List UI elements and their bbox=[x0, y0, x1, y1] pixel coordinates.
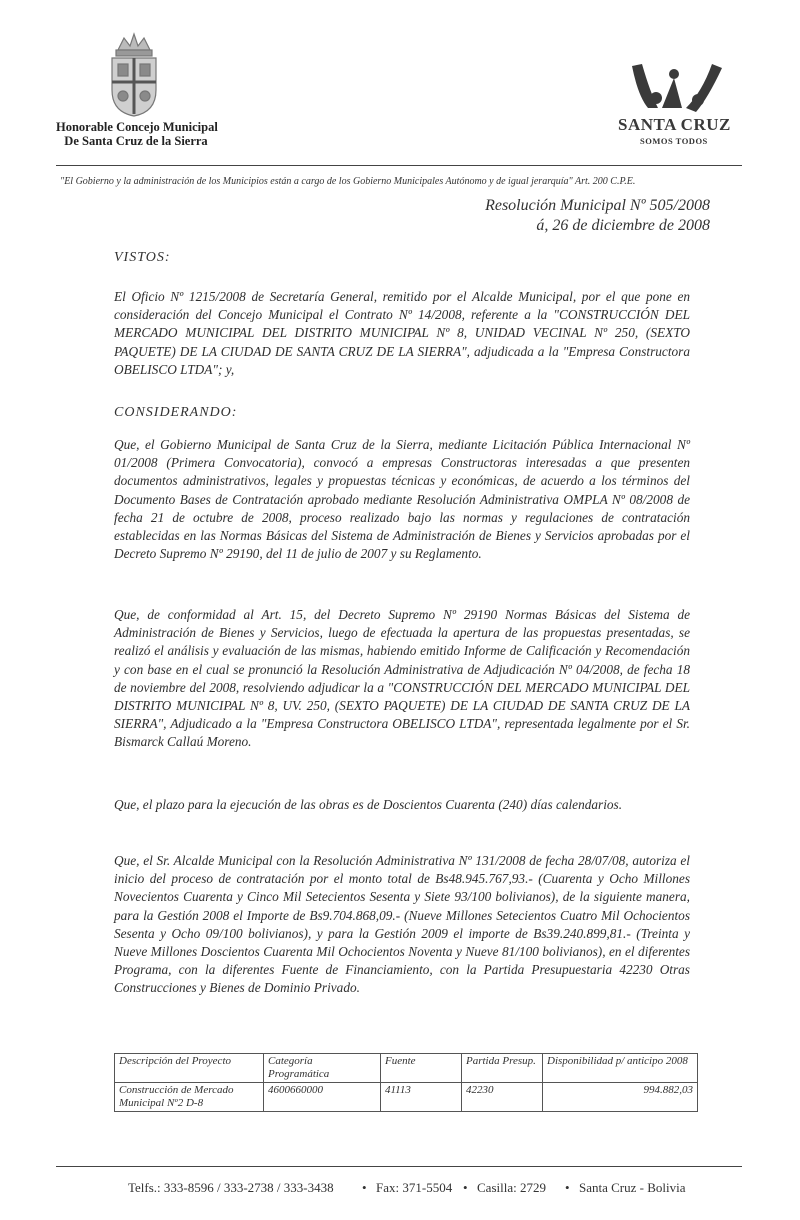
resolution-date: á, 26 de diciembre de 2008 bbox=[536, 217, 710, 234]
section-heading-considerando: CONSIDERANDO: bbox=[114, 405, 238, 420]
table-header-cell: Descripción del Proyecto bbox=[115, 1054, 264, 1083]
table-cell: Construcción de Mercado Municipal Nº2 D-8 bbox=[115, 1083, 264, 1112]
header-divider bbox=[56, 165, 742, 166]
footer-divider bbox=[56, 1166, 742, 1167]
table-header-cell: Categoría Programática bbox=[264, 1054, 381, 1083]
footer-phones: Telfs.: 333-8596 / 333-2738 / 333-3438 bbox=[128, 1180, 334, 1195]
footer-city: Santa Cruz - Bolivia bbox=[579, 1180, 686, 1195]
table-header-cell: Disponibilidad p/ anticipo 2008 bbox=[543, 1054, 698, 1083]
council-name-line1: Honorable Concejo Municipal bbox=[56, 120, 218, 134]
table-header-cell: Partida Presup. bbox=[462, 1054, 543, 1083]
paragraph-vistos: El Oficio Nº 1215/2008 de Secretaría General, remitido por el Alcalde Municipal, por el que pone en consideración del Concejo Municipal el Contrato Nº 14/2008, referente a la "CONSTRUCCIÓN DEL MERCADO MUNICIPAL DEL DISTRITO MUNICIPAL Nº 8, UNIDAD VECINAL Nº 250, (SEXTO PAQUETE) DE LA CIUDAD DE SANTA CRUZ DE LA SIERRA", adjudicada a la "Empresa Constructora OBELISCO LTDA"; y, bbox=[114, 289, 690, 377]
footer-fax: Fax: 371-5504 bbox=[376, 1180, 453, 1195]
paragraph-licitacion: Que, el Gobierno Municipal de Santa Cruz de la Sierra, mediante Licitación Pública Internacional Nº 01/2008 (Primera Convocatoria), convocó a empresas Constructoras interesadas a que presenten documentos administrativos, legales y propuestas técnicas y económicas, de acuerdo a los términos del Documento Bases de Contratación aprobado mediante Resolución Administrativa OMPLA Nº 08/2008 de fecha 21 de octubre de 2008, proceso realizado bajo las normas y regulaciones de contratación establecidas en las Normas Básicas del Sistema de Administración de Bienes y Servicios aprobadas por el Decreto Supremo Nº 29190, del 11 de julio de 2007 y su Reglamento. bbox=[114, 437, 690, 562]
footer-bullet: • bbox=[565, 1180, 570, 1195]
table-cell: 41113 bbox=[381, 1083, 462, 1112]
table-cell: 994.882,03 bbox=[543, 1083, 698, 1112]
table-row bbox=[115, 1083, 698, 1112]
table-header-row bbox=[115, 1054, 698, 1083]
footer-casilla: Casilla: 2729 bbox=[477, 1180, 546, 1195]
santa-cruz-logo-name: SANTA CRUZ bbox=[618, 115, 731, 134]
coat-of-arms-logo bbox=[104, 28, 164, 120]
section-heading-vistos: VISTOS: bbox=[114, 250, 171, 265]
council-name-line2: De Santa Cruz de la Sierra bbox=[64, 134, 208, 148]
table-cell: 4600660000 bbox=[264, 1083, 381, 1112]
paragraph-adjudicacion: Que, de conformidad al Art. 15, del Decreto Supremo Nº 29190 Normas Básicas del Sistema de Administración de Bienes y Servicios, luego de efectuada la apertura de las propuestas presentadas, se realizó el análisis y evaluación de las mismas, habiendo emitido Informe de Calificación y Recomendación y con base en el cual se pronunció la Resolución Administrativa de Adjudicación Nº 04/2008, de fecha 18 de noviembre del 2008, resolviendo adjudicar la a "CONSTRUCCIÓN DEL MERCADO MUNICIPAL DEL DISTRITO MUNICIPAL Nº 8, UV. 250, (SEXTO PAQUETE) DE LA CIUDAD DE SANTA CRUZ DE LA SIERRA", Adjudicado a la "Empresa Constructora OBELISCO LTDA", representada legalmente por el Sr. Bismarck Callaú Moreno. bbox=[114, 607, 690, 750]
paragraph-monto: Que, el Sr. Alcalde Municipal con la Resolución Administrativa Nº 131/2008 de fecha 28/07/08, autoriza el inicio del proceso de contratación por el monto total de Bs48.945.767,93.- (Cuarenta y Ocho Millones Novecientos Cuarenta y Cinco Mil Setecientos Sesenta y Siete 93/100 bolivianos), de la siguiente manera, para la Gestión 2008 el Importe de Bs9.704.868,09.- (Nueve Millones Setecientos Cuatro Mil Ochocientos Sesenta y Ocho 09/100 bolivianos), y para la Gestión 2009 el importe de Bs39.240.899,81.- (Treinta y Nueve Millones Doscientos Cuarenta Mil Ochocientos Noventa y Nueve 81/100 bolivianos), en el diferentes Programa, con la diferentes Fuente de Financiamiento, con la Partida Presupuestaria 42230 Otras Construcciones y Bienes de Dominio Privado. bbox=[114, 853, 690, 996]
resolution-header bbox=[485, 196, 710, 236]
resolution-title: Resolución Municipal Nº 505/2008 bbox=[485, 197, 710, 214]
footer-bullet: • bbox=[362, 1180, 367, 1195]
santa-cruz-logo-tagline: SOMOS TODOS bbox=[640, 136, 708, 146]
constitution-quote: "El Gobierno y la administración de los Municipios están a cargo de los Gobierno Municipales Autónomo y de igual jerarquía" Art. 200 C.P.E. bbox=[60, 176, 636, 187]
council-name bbox=[56, 120, 216, 148]
paragraph-plazo: Que, el plazo para la ejecución de las obras es de Doscientos Cuarenta (240) días calendarios. bbox=[114, 797, 623, 812]
budget-table bbox=[114, 1053, 698, 1112]
table-cell: 42230 bbox=[462, 1083, 543, 1112]
table-header-cell: Fuente bbox=[381, 1054, 462, 1083]
footer-bullet: • bbox=[463, 1180, 468, 1195]
